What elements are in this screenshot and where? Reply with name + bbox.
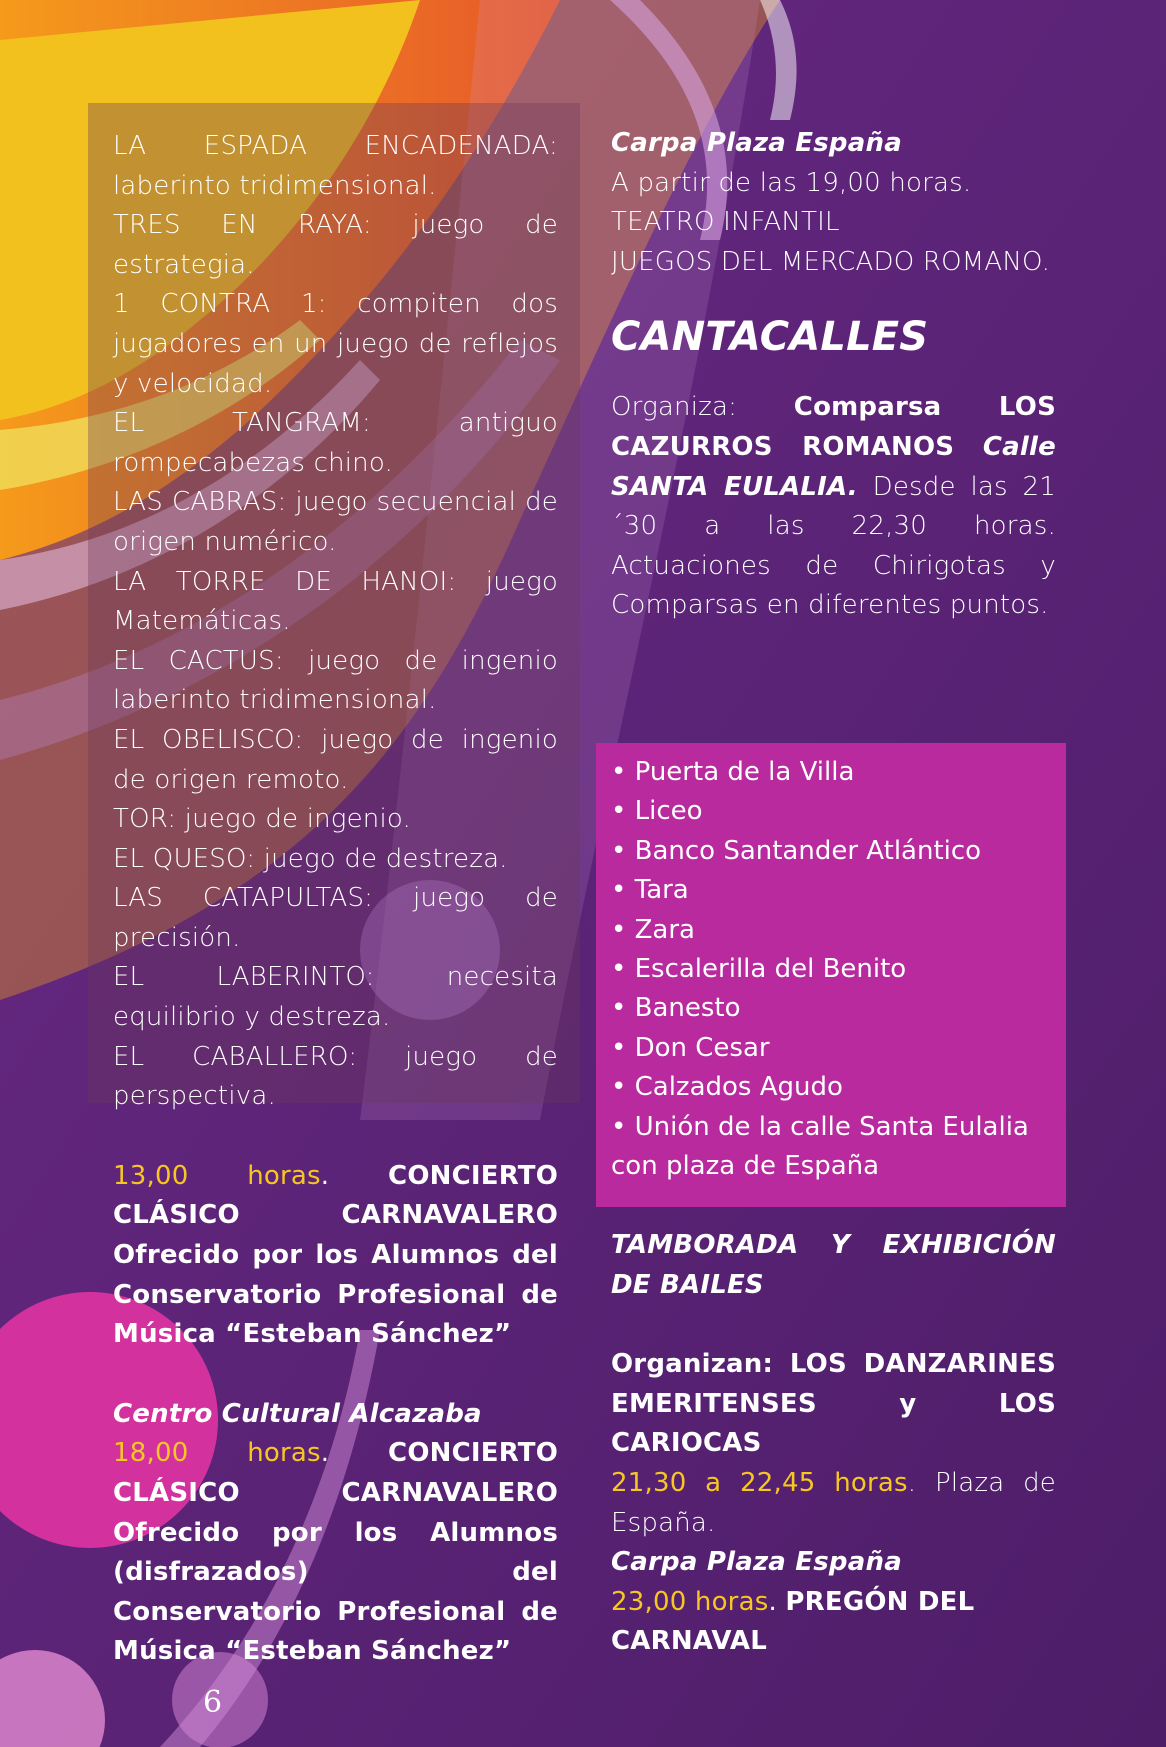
cantacalles-time: Desde las 21´30 a las 22,30 horas.	[611, 471, 1056, 542]
right-column	[611, 124, 1056, 626]
cantacalles-org: Comparsa LOS CAZURROS ROMANOS	[611, 392, 1056, 462]
pregon: Carpa Plaza España 23,00 horas. PREGÓN DEL CARNAVAL	[611, 1543, 1056, 1662]
game-name: EL LABERINTO:	[113, 962, 375, 993]
cantacalles-info	[611, 388, 1056, 626]
cantacalles-desc: Actuaciones de Chirigotas y Comparsas en diferentes puntos.	[611, 550, 1056, 621]
tamborada-heading: TAMBORADA Y EXHIBICIÓN DE BAILES	[611, 1230, 1056, 1300]
game-name: EL CACTUS:	[113, 645, 284, 676]
game-item	[113, 563, 558, 642]
game-item	[113, 800, 558, 840]
carpa1-item2: JUEGOS DEL MERCADO ROMANO.	[611, 246, 1051, 277]
tamborada-place: Plaza de España.	[611, 1467, 1056, 1538]
game-item	[113, 404, 558, 483]
game-desc: juego de precisión.	[113, 883, 558, 953]
game-desc: juego de ingenio.	[184, 804, 412, 835]
game-desc: necesita equilibrio y destreza.	[113, 962, 559, 1033]
point-item: • Zara	[611, 911, 1054, 950]
game-name: 1 CONTRA 1:	[113, 289, 327, 320]
game-name: LA ESPADA ENCADENADA:	[113, 131, 558, 161]
game-desc: juego Matemáticas.	[113, 566, 558, 637]
game-item	[113, 642, 558, 721]
game-name: EL OBELISCO:	[113, 724, 304, 755]
game-desc: antiguo rompecabezas chino.	[113, 408, 558, 478]
pregon-venue: Carpa Plaza España	[611, 1547, 902, 1578]
game-desc: laberinto tridimensional.	[113, 170, 437, 201]
concert2-title: CONCIERTO CLÁSICO CARNAVALERO	[113, 1438, 558, 1508]
point-item: • Calzados Agudo	[611, 1068, 1054, 1107]
game-item	[113, 721, 558, 800]
right-column-lower	[611, 1226, 1056, 1662]
concert1-time: 13,00 horas	[113, 1160, 321, 1191]
point-item: • Banco Santander Atlántico	[611, 832, 1054, 871]
concert2-venue: Centro Cultural Alcazaba	[113, 1398, 482, 1429]
cantacalles-org-label: Organiza:	[611, 392, 738, 423]
carpa1-time: A partir de las 19,00 horas.	[611, 167, 972, 198]
game-desc: juego de ingenio de origen remoto.	[113, 724, 559, 795]
game-item	[113, 879, 558, 958]
tamborada-org: Organizan: LOS DANZARINES EMERITENSES y LOS CARIOCAS	[611, 1349, 1056, 1459]
carpa1-venue: Carpa Plaza España	[611, 128, 902, 158]
concert2-time: 18,00 horas	[113, 1438, 321, 1469]
game-name: TOR:	[113, 804, 177, 835]
game-name: EL CABALLERO:	[113, 1041, 358, 1072]
carpa1	[611, 124, 1056, 282]
cantacalles-heading: CANTACALLES	[611, 314, 929, 361]
game-desc: juego de estrategia.	[113, 210, 558, 280]
points-box	[596, 743, 1066, 1207]
game-item	[113, 127, 558, 206]
game-desc: juego de destreza.	[263, 843, 508, 874]
game-desc: compiten dos jugadores en un juego de reflejos y velocidad.	[113, 289, 558, 399]
point-item: • Banesto	[611, 989, 1054, 1028]
points-list	[596, 743, 1066, 1186]
game-name: LAS CABRAS:	[113, 487, 287, 518]
game-item	[113, 958, 558, 1037]
tamborada-time: 21,30 a 22,45 horas	[611, 1467, 908, 1498]
game-name: LA TORRE DE HANOI:	[113, 566, 457, 597]
game-name: LAS CATAPULTAS:	[113, 883, 374, 914]
concert1-desc: Ofrecido por los Alumnos del Conservatorio Profesional de Música “Esteban Sánchez”	[113, 1240, 558, 1350]
point-item: • Don Cesar	[611, 1029, 1054, 1068]
pregon-time: 23,00 horas	[611, 1586, 769, 1617]
concert2-desc: Ofrecido por los Alumnos (disfrazados) del Conservatorio Profesional de Música “Esteban Sánchez”	[113, 1517, 558, 1667]
game-name: TRES EN RAYA:	[113, 210, 372, 241]
game-desc: juego de ingenio laberinto tridimensional.	[113, 645, 558, 716]
game-name: EL QUESO:	[113, 843, 256, 874]
game-item	[113, 1038, 558, 1117]
page-number: 6	[203, 1685, 223, 1720]
point-item: • Puerta de la Villa	[611, 753, 1054, 792]
point-item: • Liceo	[611, 792, 1054, 831]
game-item	[113, 206, 558, 285]
game-item	[113, 285, 558, 404]
left-column	[113, 127, 558, 1672]
game-item	[113, 840, 558, 880]
game-name: EL TANGRAM:	[113, 408, 371, 439]
point-item: • Escalerilla del Benito	[611, 950, 1054, 989]
pregon-title: PREGÓN DEL CARNAVAL	[611, 1586, 975, 1657]
game-item	[113, 483, 558, 562]
point-item: • Tara	[611, 871, 1054, 910]
point-item: • Unión de la calle Santa Eulalia con plaza de España	[611, 1108, 1054, 1187]
concert1: 13,00 horas. CONCIERTO CLÁSICO CARNAVALERO Ofrecido por los Alumnos del Conservatorio Profesional de Música “Esteban Sánchez”	[113, 1160, 558, 1350]
carpa1-item1: TEATRO INFANTIL	[611, 207, 840, 238]
game-desc: juego de perspectiva.	[113, 1041, 558, 1112]
concert1-title: CONCIERTO CLÁSICO CARNAVALERO	[113, 1160, 558, 1231]
cantacalles-street: Calle SANTA EULALIA.	[611, 431, 1056, 502]
tamborada-schedule: 21,30 a 22,45 horas. Plaza de España.	[611, 1467, 1056, 1538]
game-desc: juego secuencial de origen numérico.	[113, 487, 558, 557]
games-list	[113, 127, 558, 1117]
concert2: Centro Cultural Alcazaba 18,00 horas. CONCIERTO CLÁSICO CARNAVALERO Ofrecido por los Alumnos (disfrazados) del Conservatorio Profesional de Música “Esteban Sánchez”	[113, 1395, 558, 1672]
